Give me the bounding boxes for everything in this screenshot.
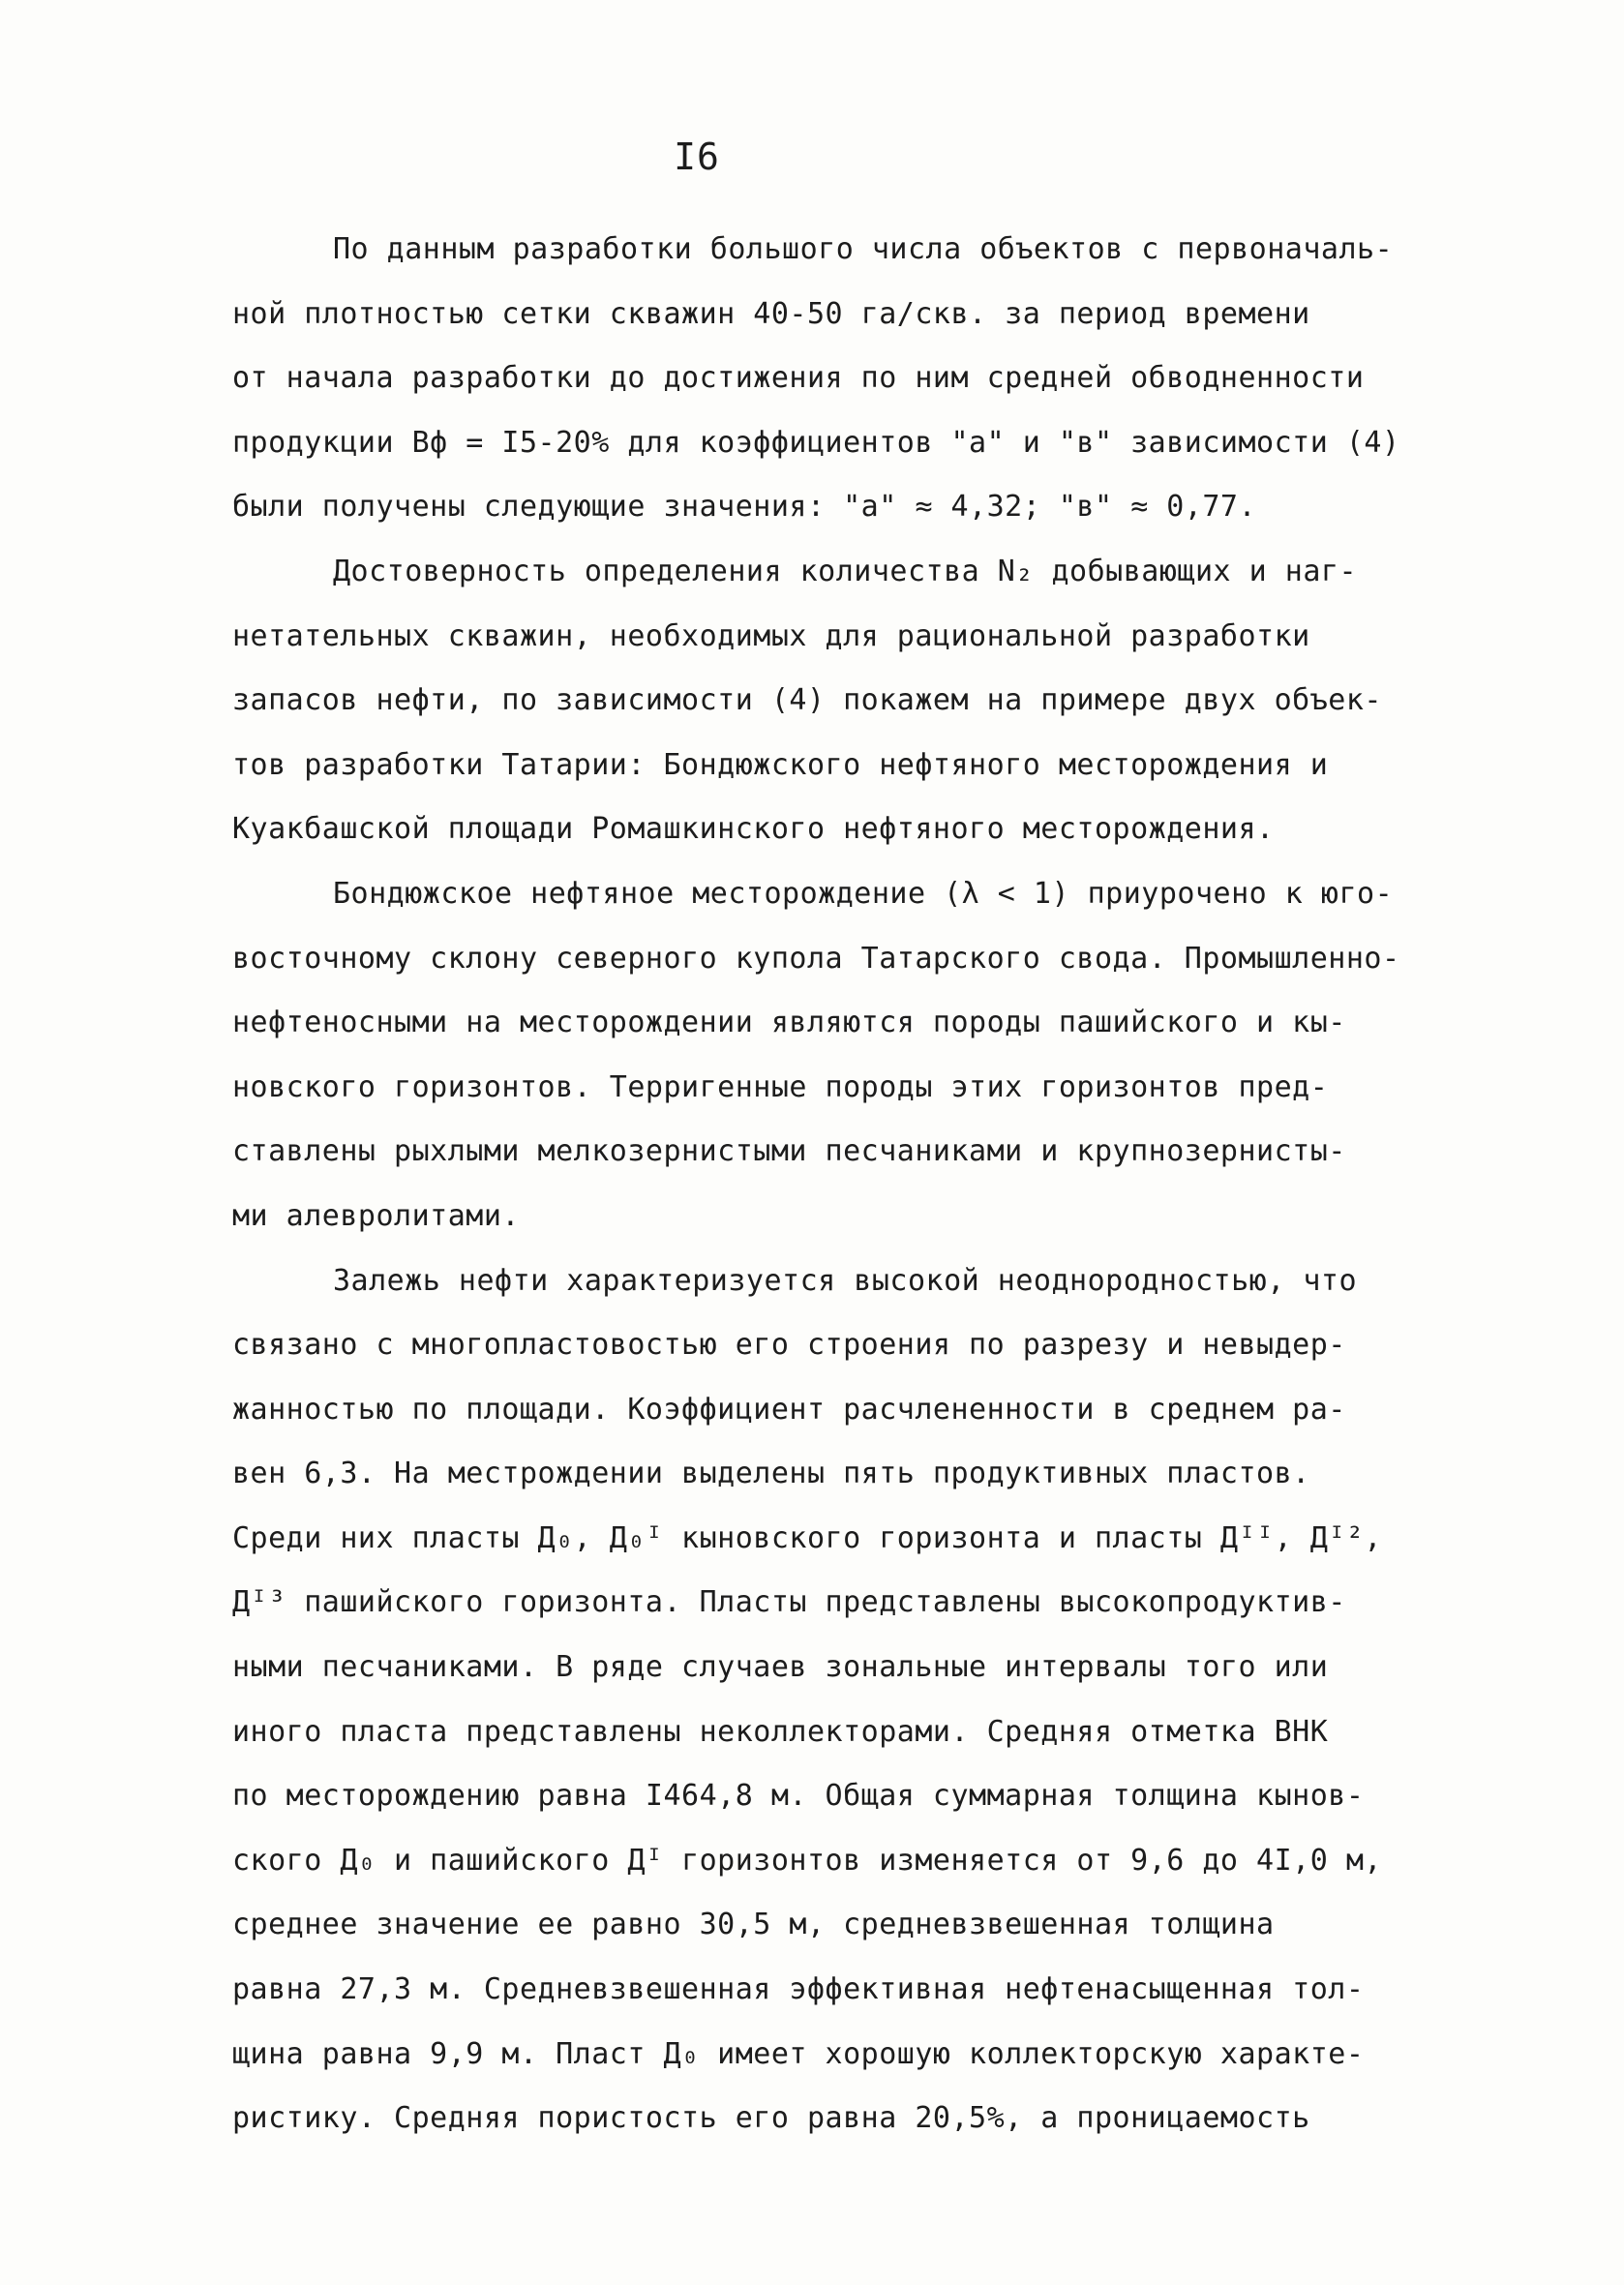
paragraph (232, 862, 1481, 1249)
text-line: ристику. Средняя пористость его равна 20,5%, а проницаемость (232, 2101, 1310, 2136)
text-line: Дᴵ³ пашийского горизонта. Пласты представлены высокопродуктив- (232, 1585, 1346, 1620)
text-line: ского Д₀ и пашийского Дᴵ горизонтов изменяется от 9,6 до 4I,0 м, (232, 1843, 1382, 1878)
text-line: тов разработки Татарии: Бондюжского нефтяного месторождения и (232, 747, 1329, 782)
text-line: по месторождению равна I464,8 м. Общая суммарная толщина кынов- (232, 1779, 1365, 1814)
text-line: щина равна 9,9 м. Пласт Д₀ имеет хорошую коллекторскую характе- (232, 2036, 1365, 2071)
paragraph (232, 1249, 1481, 2151)
text-line: нетательных скважин, необходимых для рациональной разработки (232, 618, 1310, 653)
text-line: Достоверность определения количества N₂ добывающих и наг- (333, 554, 1358, 588)
text-line: от начала разработки до достижения по ним средней обводненности (232, 361, 1365, 396)
text-line: запасов нефти, по зависимости (4) покажем на примере двух объек- (232, 683, 1382, 718)
paragraph (232, 218, 1481, 540)
body-text (232, 218, 1481, 2151)
text-line: Среди них пласты Д₀, Д₀ᴵ кыновского горизонта и пласты Дᴵᴵ, Дᴵ², (232, 1520, 1382, 1555)
text-line: По данным разработки большого числа объектов с первоначаль- (333, 232, 1394, 266)
text-line: нефтеносными на месторождении являются породы пашийского и кы- (232, 1006, 1346, 1040)
text-line: среднее значение ее равно 30,5 м, средневзвешенная толщина (232, 1908, 1275, 1942)
text-line: жанностью по площади. Коэффициент расчлененности в среднем ра- (232, 1392, 1346, 1427)
paragraph (232, 540, 1481, 862)
text-line: новского горизонтов. Терригенные породы этих горизонтов пред- (232, 1069, 1329, 1104)
text-line: связано с многопластовостью его строения по разрезу и невыдер- (232, 1328, 1346, 1363)
text-line: ми алевролитами. (232, 1198, 520, 1233)
page-number: I6 (674, 135, 720, 178)
text-line: ной плотностью сетки скважин 40-50 га/скв. за период времени (232, 296, 1310, 331)
text-line: были получены следующие значения: "a" ≈ 4,32; "в" ≈ 0,77. (232, 490, 1257, 525)
text-line: ставлены рыхлыми мелкозернистыми песчаниками и крупнозернисты- (232, 1134, 1346, 1169)
text-line: Куакбашской площади Ромашкинского нефтяного месторождения. (232, 812, 1275, 847)
text-line: продукции Вф = I5-20% для коэффициентов "a" и "в" зависимости (4) (232, 425, 1400, 460)
text-line: равна 27,3 м. Средневзвешенная эффективная нефтенасыщенная тол- (232, 1972, 1365, 2007)
text-line: восточному склону северного купола Татарского свода. Промышленно- (232, 941, 1400, 976)
text-line: ными песчаниками. В ряде случаев зональные интервалы того или (232, 1650, 1329, 1685)
text-line: Бондюжское нефтяное месторождение (λ < 1) приурочено к юго- (333, 876, 1394, 911)
text-line: вен 6,3. На местрождении выделены пять продуктивных пластов. (232, 1457, 1310, 1491)
text-line: Залежь нефти характеризуется высокой неоднородностью, что (333, 1263, 1358, 1298)
text-line: иного пласта представлены неколлекторами. Средняя отметка ВНК (232, 1714, 1329, 1749)
